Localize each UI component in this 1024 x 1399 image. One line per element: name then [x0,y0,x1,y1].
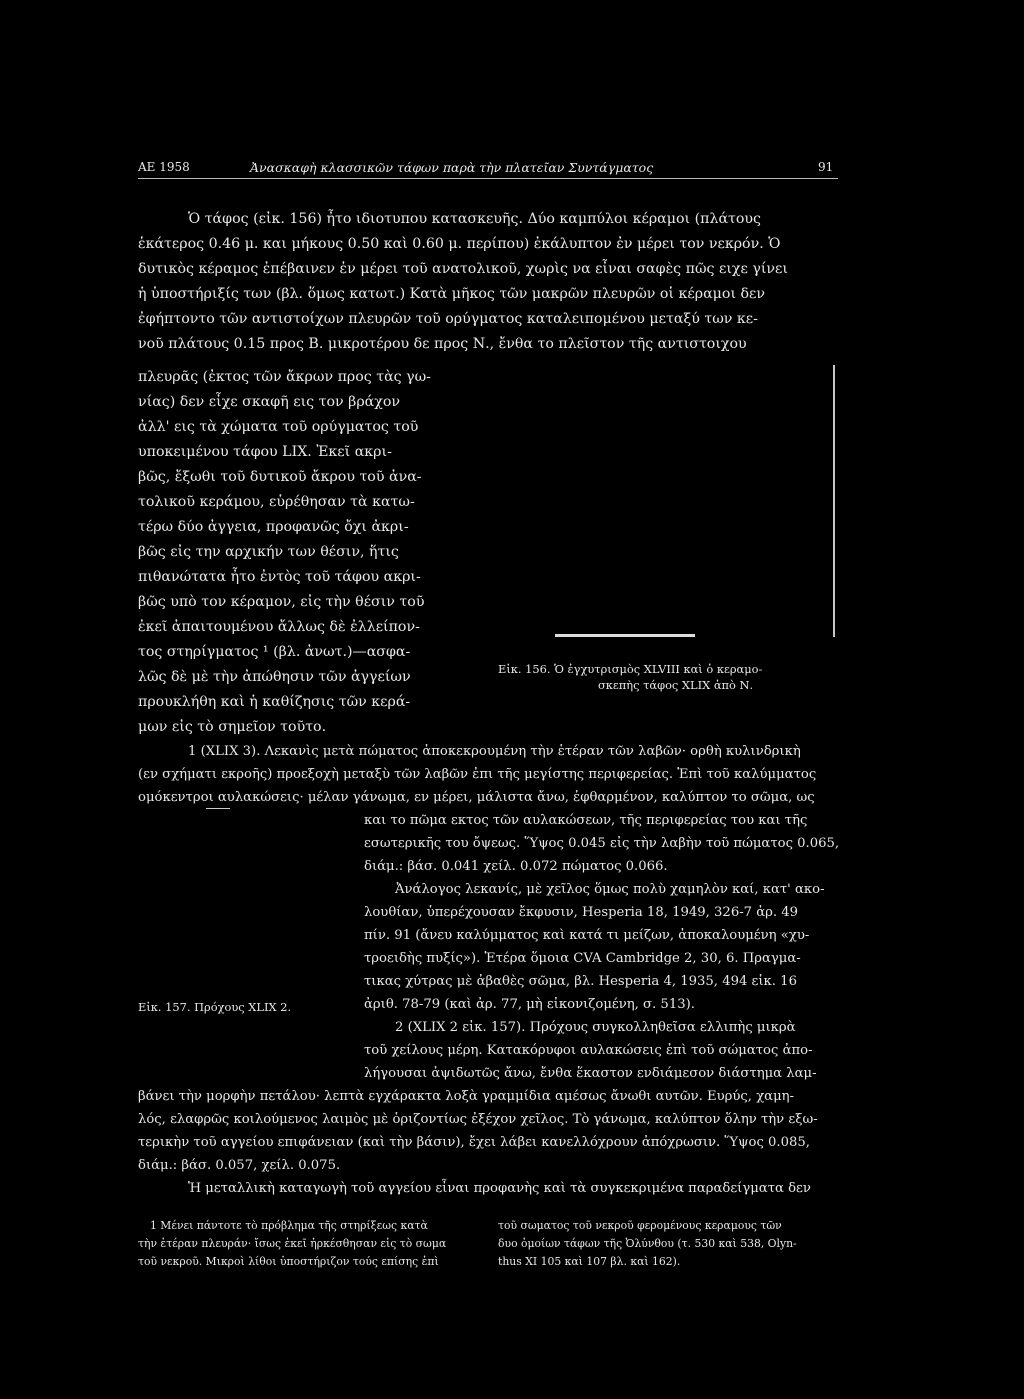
body-line: διάμ.: βάσ. 0.057, χείλ. 0.075. [138,1158,341,1173]
body-line: βῶς υπὸ τον κέραμον, εἰς τὴν θέσιν τοῦ [138,594,425,610]
footnote-line: thus XI 105 καὶ 107 βλ. καὶ 162). [498,1255,681,1268]
body-line: 1 (XLIX 3). Λεκανὶς μετὰ πώματος ἀποκεκρουμένη τὴν ἑτέραν τῶν λαβῶν· ορθὴ κυλινδρικὴ [188,744,801,759]
footnote-line: τοῦ σωματος τοῦ νεκροῦ φερομένους κεραμους τῶν [498,1219,782,1232]
body-line: τικας χύτρας μὲ ἀβαθὲς σῶμα, βλ. Hesperia 4, 1935, 494 εἰκ. 16 [364,974,797,989]
body-line: βῶς, ἔξωθι τοῦ δυτικοῦ ἄκρου τοῦ ἀνα- [138,469,422,485]
body-line: πλευρᾶς (ἐκτος τῶν ἄκρων προς τὰς γω- [138,369,431,385]
body-line: διάμ.: βάσ. 0.041 χείλ. 0.072 πώματος 0.066. [364,859,668,874]
body-line: Ἡ μεταλλικὴ καταγωγὴ τοῦ αγγείου εἶναι προφανὴς καὶ τὰ συγκεκριμένα παραδείγματα δεν [188,1181,811,1196]
body-line: προυκλήθη καὶ ἡ καθίζησις τῶν κερά- [138,694,411,710]
body-line: βῶς εἰς την αρχικήν των θέσιν, ἥτις [138,544,399,560]
body-line: ἀλλ' εις τὰ χώματα τοῦ ορύγματος τοῦ [138,419,419,435]
body-line: ομόκεντροι αυλακώσεις· μέλαν γάνωμα, εν μέρει, μάλιστα ἄνω, ἐφθαρμένον, καλύπτον το σῶμα, ως [138,790,815,805]
body-line: τερικὴν τοῦ αγγείου επιφάνειαν (καὶ τὴν βάσιν), ἔχει λάβει κανελλόχρουν ἀπόχρωσιν. Ὕψος 0.085, [138,1135,810,1150]
body-line: ἐκεῖ ἀπαιτουμένου ἄλλως δὲ ἐλλείπον- [138,619,420,635]
page-number: 91 [818,160,834,174]
running-title: Ἀνασκαφὴ κλασσικῶν τάφων παρὰ τὴν πλατεῖαν Συντάγματος [250,160,654,175]
body-line: Ἀνάλογος λεκανίς, μὲ χεῖλος ὅμως πολὺ χαμηλὸν καί, κατ' ακο- [395,882,825,897]
body-line: λουθίαν, ὑπερέχουσαν ἔκφυσιν, Hesperia 18, 1949, 326-7 ἀρ. 49 [364,905,799,920]
figure-157-image-area [206,808,230,809]
body-line: τοῦ χείλους μέρη. Κατακόρυφοι αυλακώσεις ἐπὶ τοῦ σώματος ἀπο- [364,1043,813,1058]
body-line: πιθανώτατα ἦτο ἐντὸς τοῦ τάφου ακρι- [138,569,421,585]
body-line: 2 (XLIX 2 εἰκ. 157). Πρόχους συγκολληθεῖσα ελλιπὴς μικρὰ [395,1020,796,1035]
body-line: λήγουσαι ἀψιδωτῶς ἄνω, ἔνθα ἕκαστον ενδιάμεσον διάστημα λαμ- [364,1066,817,1081]
body-line: τέρω δύο ἀγγεια, προφανῶς ὄχι ἀκρι- [138,519,409,535]
header-rule [138,178,838,179]
footnote-line: δυο ὁμοίων τάφων τῆς Ὀλύνθου (τ. 530 καὶ 538, Olyn- [498,1237,797,1250]
journal-label: ΑΕ 1958 [138,160,190,174]
body-line: εσωτερικῆς του ὄψεως. Ὕψος 0.045 εἰς τὴν λαβὴν τοῦ πώματος 0.065, [364,836,840,851]
figure-156-caption: σκεπὴς τάφος XLIX ἀπὸ Ν. [598,678,754,692]
footnote-line: τὴν ἑτέραν πλευράν· ἴσως ἐκεῖ ἠρκέσθησαν εἰς τὸ σωμα [138,1237,447,1250]
body-line: τολικοῦ κεράμου, εὑρέθησαν τὰ κατω- [138,494,415,510]
body-line: λός, ελαφρῶς κοιλούμενος λαιμὸς μὲ ὁριζοντίως ἐξέχον χεῖλος. Τὸ γάνωμα, καλύπτον ὅλην τὴν εξω- [138,1112,818,1127]
body-line: βάνει τὴν μορφὴν πετάλου· λεπτὰ εγχάρακτα λοξὰ γραμμίδια αμέσως ἄνωθι αυτῶν. Ευρύς, χαμη- [138,1089,795,1104]
body-line: (εν σχήματι εκροῆς) προεξοχὴ μεταξὺ τῶν λαβῶν ἐπι τῆς μεγίστης περιφερείας. Ἐπὶ τοῦ καλύμματος [138,767,817,782]
body-line: ἑκάτερος 0.46 μ. και μήκους 0.50 καὶ 0.60 μ. περίπου) ἐκάλυπτον ἐν μέρει τον νεκρόν. Ὁ [138,236,781,252]
body-line: τροειδὴς πυξίς»). Ἑτέρα ὅμοια CVA Cambridge 2, 30, 6. Πραγμα- [364,951,801,966]
body-line: λῶς δὲ μὲ τὴν ἀπώθησιν τῶν ἀγγείων [138,669,411,685]
body-line: Ὁ τάφος (εἰκ. 156) ἦτο ιδιοτυπου κατασκευῆς. Δύο καμπύλοι κέραμοι (πλάτους [188,211,761,227]
body-line: και το πῶμα εκτος τῶν αυλακώσεων, τῆς περιφερείας του και τῆς [364,813,808,828]
body-line: ἀριθ. 78-79 (καὶ ἀρ. 77, μὴ εἰκονιζομένη, σ. 513). [364,997,695,1012]
body-line: ἐφήπτοντο τῶν αντιστοίχων πλευρῶν τοῦ ορύγματος καταλειπομένου μεταξύ των κε- [138,311,758,327]
body-line: νοῦ πλάτους 0.15 προς Β. μικροτέρου δε προς Ν., ἔνθα το πλεῖστον τῆς αντιστοιχου [138,336,747,352]
footnote-line: 1 Μένει πάντοτε τὸ πρόβλημα τῆς στηρίξεως κατὰ [150,1219,428,1232]
figure-156-caption: Εἰκ. 156. Ὁ ἐγχυτρισμὸς XLVIII καὶ ὁ κεραμο- [498,662,763,676]
body-line: μων εἰς τὸ σημεῖον τοῦτο. [138,719,327,735]
body-line: τος στηρίγματος ¹ (βλ. ἀνωτ.)—ασφα- [138,644,411,660]
body-line: δυτικὸς κέραμος ἐπέβαινεν ἐν μέρει τοῦ ανατολικοῦ, χωρὶς να εἶναι σαφὲς πῶς ειχε γίνει [138,261,788,277]
figure-156-image-area [480,365,835,637]
body-line: νίας) δεν εἶχε σκαφῆ εις τον βράχον [138,394,401,410]
body-line: πίν. 91 (ἄνευ καλύμματος καὶ κατά τι μείζων, ἀποκαλουμένη «χυ- [364,928,810,943]
body-line: υποκειμένου τάφου LIX. Ἐκεῖ ακρι- [138,444,392,460]
footnote-line: τοῦ νεκροῦ. Μικροὶ λίθοι ὑποστήριζον τούς επίσης ἐπὶ [138,1255,439,1268]
figure-156-top-edge [555,634,695,637]
figure-157-caption: Εἰκ. 157. Πρόχους XLIX 2. [138,1000,292,1014]
body-line: ἡ ὑποστήριξίς των (βλ. ὅμως κατωτ.) Κατὰ μῆκος τῶν μακρῶν πλευρῶν οἱ κέραμοι δεν [138,286,766,302]
